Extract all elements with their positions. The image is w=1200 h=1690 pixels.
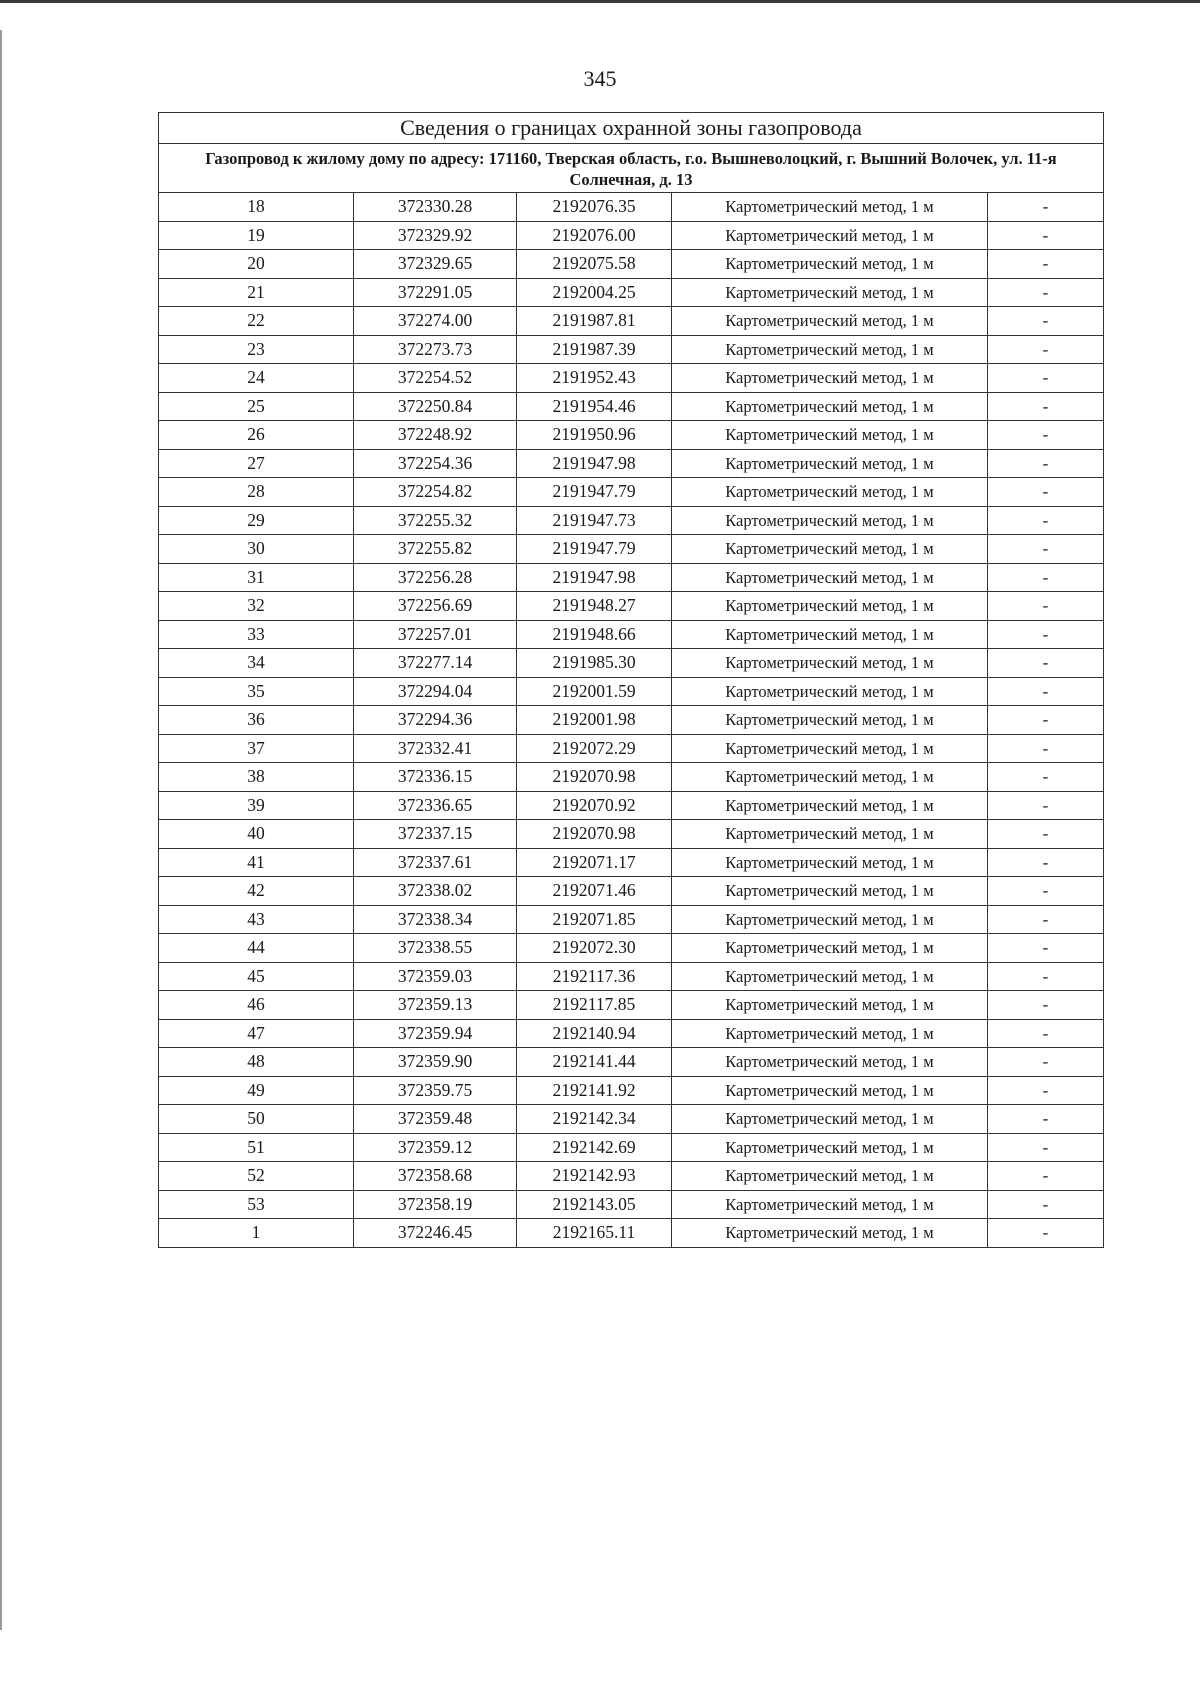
point-number-cell: 52 bbox=[159, 1162, 354, 1191]
x-coordinate-cell: 372359.48 bbox=[354, 1105, 517, 1134]
flag-cell: - bbox=[988, 905, 1104, 934]
y-coordinate-cell: 2191947.98 bbox=[517, 449, 672, 478]
x-coordinate-cell: 372337.61 bbox=[354, 848, 517, 877]
table-row bbox=[159, 763, 1104, 792]
flag-cell: - bbox=[988, 1133, 1104, 1162]
x-coordinate-cell: 372256.69 bbox=[354, 592, 517, 621]
method-cell: Картометрический метод, 1 м bbox=[672, 763, 988, 792]
x-coordinate-cell: 372330.28 bbox=[354, 193, 517, 222]
x-coordinate-cell: 372246.45 bbox=[354, 1219, 517, 1248]
flag-cell: - bbox=[988, 1219, 1104, 1248]
x-coordinate-cell: 372336.65 bbox=[354, 791, 517, 820]
y-coordinate-cell: 2192141.92 bbox=[517, 1076, 672, 1105]
method-cell: Картометрический метод, 1 м bbox=[672, 592, 988, 621]
method-cell: Картометрический метод, 1 м bbox=[672, 535, 988, 564]
y-coordinate-cell: 2192142.69 bbox=[517, 1133, 672, 1162]
point-number-cell: 21 bbox=[159, 278, 354, 307]
y-coordinate-cell: 2191987.81 bbox=[517, 307, 672, 336]
zone-boundary-table bbox=[158, 112, 1104, 1248]
flag-cell: - bbox=[988, 934, 1104, 963]
table-row bbox=[159, 1133, 1104, 1162]
flag-cell: - bbox=[988, 877, 1104, 906]
table-row bbox=[159, 848, 1104, 877]
scan-edge-left bbox=[0, 30, 2, 1630]
x-coordinate-cell: 372359.03 bbox=[354, 962, 517, 991]
y-coordinate-cell: 2191948.66 bbox=[517, 620, 672, 649]
x-coordinate-cell: 372338.34 bbox=[354, 905, 517, 934]
point-number-cell: 42 bbox=[159, 877, 354, 906]
flag-cell: - bbox=[988, 649, 1104, 678]
flag-cell: - bbox=[988, 1048, 1104, 1077]
table-row bbox=[159, 307, 1104, 336]
y-coordinate-cell: 2192071.17 bbox=[517, 848, 672, 877]
point-number-cell: 38 bbox=[159, 763, 354, 792]
x-coordinate-cell: 372255.82 bbox=[354, 535, 517, 564]
x-coordinate-cell: 372255.32 bbox=[354, 506, 517, 535]
method-cell: Картометрический метод, 1 м bbox=[672, 706, 988, 735]
flag-cell: - bbox=[988, 506, 1104, 535]
point-number-cell: 53 bbox=[159, 1190, 354, 1219]
y-coordinate-cell: 2192070.98 bbox=[517, 763, 672, 792]
point-number-cell: 31 bbox=[159, 563, 354, 592]
y-coordinate-cell: 2192076.35 bbox=[517, 193, 672, 222]
table-row bbox=[159, 905, 1104, 934]
y-coordinate-cell: 2192143.05 bbox=[517, 1190, 672, 1219]
point-number-cell: 41 bbox=[159, 848, 354, 877]
y-coordinate-cell: 2192142.34 bbox=[517, 1105, 672, 1134]
table-row bbox=[159, 1219, 1104, 1248]
y-coordinate-cell: 2192076.00 bbox=[517, 221, 672, 250]
x-coordinate-cell: 372257.01 bbox=[354, 620, 517, 649]
flag-cell: - bbox=[988, 392, 1104, 421]
x-coordinate-cell: 372359.75 bbox=[354, 1076, 517, 1105]
point-number-cell: 40 bbox=[159, 820, 354, 849]
table-subtitle-row bbox=[159, 144, 1104, 193]
method-cell: Картометрический метод, 1 м bbox=[672, 193, 988, 222]
method-cell: Картометрический метод, 1 м bbox=[672, 991, 988, 1020]
x-coordinate-cell: 372359.12 bbox=[354, 1133, 517, 1162]
point-number-cell: 20 bbox=[159, 250, 354, 279]
x-coordinate-cell: 372359.94 bbox=[354, 1019, 517, 1048]
flag-cell: - bbox=[988, 1105, 1104, 1134]
flag-cell: - bbox=[988, 478, 1104, 507]
method-cell: Картометрический метод, 1 м bbox=[672, 250, 988, 279]
method-cell: Картометрический метод, 1 м bbox=[672, 1133, 988, 1162]
x-coordinate-cell: 372359.90 bbox=[354, 1048, 517, 1077]
page-number: 345 bbox=[583, 66, 617, 91]
point-number-cell: 28 bbox=[159, 478, 354, 507]
method-cell: Картометрический метод, 1 м bbox=[672, 962, 988, 991]
method-cell: Картометрический метод, 1 м bbox=[672, 392, 988, 421]
y-coordinate-cell: 2192117.85 bbox=[517, 991, 672, 1020]
x-coordinate-cell: 372254.52 bbox=[354, 364, 517, 393]
method-cell: Картометрический метод, 1 м bbox=[672, 848, 988, 877]
flag-cell: - bbox=[988, 278, 1104, 307]
point-number-cell: 19 bbox=[159, 221, 354, 250]
y-coordinate-cell: 2192165.11 bbox=[517, 1219, 672, 1248]
flag-cell: - bbox=[988, 193, 1104, 222]
table-row bbox=[159, 535, 1104, 564]
table-row bbox=[159, 1190, 1104, 1219]
method-cell: Картометрический метод, 1 м bbox=[672, 307, 988, 336]
flag-cell: - bbox=[988, 535, 1104, 564]
method-cell: Картометрический метод, 1 м bbox=[672, 278, 988, 307]
y-coordinate-cell: 2192072.30 bbox=[517, 934, 672, 963]
flag-cell: - bbox=[988, 1076, 1104, 1105]
table-row bbox=[159, 734, 1104, 763]
table-row bbox=[159, 677, 1104, 706]
x-coordinate-cell: 372273.73 bbox=[354, 335, 517, 364]
table-row bbox=[159, 278, 1104, 307]
y-coordinate-cell: 2192072.29 bbox=[517, 734, 672, 763]
table-row bbox=[159, 706, 1104, 735]
y-coordinate-cell: 2191947.73 bbox=[517, 506, 672, 535]
flag-cell: - bbox=[988, 620, 1104, 649]
point-number-cell: 32 bbox=[159, 592, 354, 621]
flag-cell: - bbox=[988, 991, 1104, 1020]
table-row bbox=[159, 820, 1104, 849]
y-coordinate-cell: 2191954.46 bbox=[517, 392, 672, 421]
table-row bbox=[159, 563, 1104, 592]
point-number-cell: 33 bbox=[159, 620, 354, 649]
flag-cell: - bbox=[988, 335, 1104, 364]
table-row bbox=[159, 193, 1104, 222]
table-row bbox=[159, 335, 1104, 364]
flag-cell: - bbox=[988, 734, 1104, 763]
table-row bbox=[159, 991, 1104, 1020]
x-coordinate-cell: 372256.28 bbox=[354, 563, 517, 592]
x-coordinate-cell: 372291.05 bbox=[354, 278, 517, 307]
method-cell: Картометрический метод, 1 м bbox=[672, 820, 988, 849]
point-number-cell: 44 bbox=[159, 934, 354, 963]
y-coordinate-cell: 2192142.93 bbox=[517, 1162, 672, 1191]
point-number-cell: 47 bbox=[159, 1019, 354, 1048]
method-cell: Картометрический метод, 1 м bbox=[672, 1076, 988, 1105]
point-number-cell: 39 bbox=[159, 791, 354, 820]
point-number-cell: 27 bbox=[159, 449, 354, 478]
y-coordinate-cell: 2192075.58 bbox=[517, 250, 672, 279]
table-row bbox=[159, 877, 1104, 906]
method-cell: Картометрический метод, 1 м bbox=[672, 734, 988, 763]
method-cell: Картометрический метод, 1 м bbox=[672, 221, 988, 250]
point-number-cell: 29 bbox=[159, 506, 354, 535]
method-cell: Картометрический метод, 1 м bbox=[672, 421, 988, 450]
flag-cell: - bbox=[988, 563, 1104, 592]
method-cell: Картометрический метод, 1 м bbox=[672, 1048, 988, 1077]
method-cell: Картометрический метод, 1 м bbox=[672, 1190, 988, 1219]
x-coordinate-cell: 372338.55 bbox=[354, 934, 517, 963]
flag-cell: - bbox=[988, 1019, 1104, 1048]
point-number-cell: 36 bbox=[159, 706, 354, 735]
method-cell: Картометрический метод, 1 м bbox=[672, 1019, 988, 1048]
flag-cell: - bbox=[988, 421, 1104, 450]
y-coordinate-cell: 2191987.39 bbox=[517, 335, 672, 364]
table-row bbox=[159, 250, 1104, 279]
y-coordinate-cell: 2192141.44 bbox=[517, 1048, 672, 1077]
method-cell: Картометрический метод, 1 м bbox=[672, 649, 988, 678]
table-row bbox=[159, 1019, 1104, 1048]
x-coordinate-cell: 372338.02 bbox=[354, 877, 517, 906]
flag-cell: - bbox=[988, 364, 1104, 393]
method-cell: Картометрический метод, 1 м bbox=[672, 877, 988, 906]
point-number-cell: 22 bbox=[159, 307, 354, 336]
point-number-cell: 48 bbox=[159, 1048, 354, 1077]
method-cell: Картометрический метод, 1 м bbox=[672, 449, 988, 478]
point-number-cell: 34 bbox=[159, 649, 354, 678]
x-coordinate-cell: 372250.84 bbox=[354, 392, 517, 421]
table-row bbox=[159, 620, 1104, 649]
y-coordinate-cell: 2192117.36 bbox=[517, 962, 672, 991]
y-coordinate-cell: 2192071.85 bbox=[517, 905, 672, 934]
flag-cell: - bbox=[988, 820, 1104, 849]
x-coordinate-cell: 372254.82 bbox=[354, 478, 517, 507]
table-row bbox=[159, 1048, 1104, 1077]
point-number-cell: 30 bbox=[159, 535, 354, 564]
table-row bbox=[159, 364, 1104, 393]
method-cell: Картометрический метод, 1 м bbox=[672, 506, 988, 535]
x-coordinate-cell: 372294.04 bbox=[354, 677, 517, 706]
flag-cell: - bbox=[988, 1190, 1104, 1219]
y-coordinate-cell: 2192070.92 bbox=[517, 791, 672, 820]
table-row bbox=[159, 392, 1104, 421]
point-number-cell: 37 bbox=[159, 734, 354, 763]
method-cell: Картометрический метод, 1 м bbox=[672, 791, 988, 820]
y-coordinate-cell: 2192071.46 bbox=[517, 877, 672, 906]
point-number-cell: 45 bbox=[159, 962, 354, 991]
point-number-cell: 23 bbox=[159, 335, 354, 364]
table-row bbox=[159, 592, 1104, 621]
method-cell: Картометрический метод, 1 м bbox=[672, 563, 988, 592]
method-cell: Картометрический метод, 1 м bbox=[672, 905, 988, 934]
method-cell: Картометрический метод, 1 м bbox=[672, 1105, 988, 1134]
table-title: Сведения о границах охранной зоны газопровода bbox=[159, 113, 1104, 144]
flag-cell: - bbox=[988, 962, 1104, 991]
x-coordinate-cell: 372337.15 bbox=[354, 820, 517, 849]
table-row bbox=[159, 1162, 1104, 1191]
table-row bbox=[159, 1076, 1104, 1105]
zone-table-container bbox=[158, 112, 1103, 1248]
table-row bbox=[159, 962, 1104, 991]
table-row bbox=[159, 421, 1104, 450]
flag-cell: - bbox=[988, 307, 1104, 336]
method-cell: Картометрический метод, 1 м bbox=[672, 335, 988, 364]
flag-cell: - bbox=[988, 592, 1104, 621]
flag-cell: - bbox=[988, 1162, 1104, 1191]
x-coordinate-cell: 372248.92 bbox=[354, 421, 517, 450]
table-row bbox=[159, 506, 1104, 535]
table-row bbox=[159, 649, 1104, 678]
x-coordinate-cell: 372359.13 bbox=[354, 991, 517, 1020]
x-coordinate-cell: 372254.36 bbox=[354, 449, 517, 478]
y-coordinate-cell: 2191947.79 bbox=[517, 478, 672, 507]
flag-cell: - bbox=[988, 848, 1104, 877]
method-cell: Картометрический метод, 1 м bbox=[672, 364, 988, 393]
point-number-cell: 46 bbox=[159, 991, 354, 1020]
flag-cell: - bbox=[988, 706, 1104, 735]
method-cell: Картометрический метод, 1 м bbox=[672, 1162, 988, 1191]
x-coordinate-cell: 372329.92 bbox=[354, 221, 517, 250]
table-row bbox=[159, 478, 1104, 507]
method-cell: Картометрический метод, 1 м bbox=[672, 934, 988, 963]
method-cell: Картометрический метод, 1 м bbox=[672, 478, 988, 507]
point-number-cell: 24 bbox=[159, 364, 354, 393]
table-subtitle: Газопровод к жилому дому по адресу: 171160, Тверская область, г.о. Вышневолоцкий, г. Вышний Волочек, ул. 11-я Солнечная, д. 13 bbox=[159, 144, 1104, 193]
method-cell: Картометрический метод, 1 м bbox=[672, 620, 988, 649]
flag-cell: - bbox=[988, 449, 1104, 478]
flag-cell: - bbox=[988, 763, 1104, 792]
x-coordinate-cell: 372358.19 bbox=[354, 1190, 517, 1219]
point-number-cell: 25 bbox=[159, 392, 354, 421]
x-coordinate-cell: 372358.68 bbox=[354, 1162, 517, 1191]
y-coordinate-cell: 2192140.94 bbox=[517, 1019, 672, 1048]
point-number-cell: 43 bbox=[159, 905, 354, 934]
flag-cell: - bbox=[988, 250, 1104, 279]
y-coordinate-cell: 2192001.59 bbox=[517, 677, 672, 706]
x-coordinate-cell: 372274.00 bbox=[354, 307, 517, 336]
point-number-cell: 35 bbox=[159, 677, 354, 706]
x-coordinate-cell: 372294.36 bbox=[354, 706, 517, 735]
point-number-cell: 49 bbox=[159, 1076, 354, 1105]
point-number-cell: 50 bbox=[159, 1105, 354, 1134]
x-coordinate-cell: 372332.41 bbox=[354, 734, 517, 763]
y-coordinate-cell: 2191947.98 bbox=[517, 563, 672, 592]
table-row bbox=[159, 791, 1104, 820]
point-number-cell: 51 bbox=[159, 1133, 354, 1162]
table-row bbox=[159, 1105, 1104, 1134]
x-coordinate-cell: 372277.14 bbox=[354, 649, 517, 678]
y-coordinate-cell: 2191985.30 bbox=[517, 649, 672, 678]
point-number-cell: 18 bbox=[159, 193, 354, 222]
x-coordinate-cell: 372329.65 bbox=[354, 250, 517, 279]
method-cell: Картометрический метод, 1 м bbox=[672, 1219, 988, 1248]
y-coordinate-cell: 2191950.96 bbox=[517, 421, 672, 450]
flag-cell: - bbox=[988, 677, 1104, 706]
y-coordinate-cell: 2192004.25 bbox=[517, 278, 672, 307]
scan-edge-top bbox=[0, 0, 1200, 3]
point-number-cell: 26 bbox=[159, 421, 354, 450]
table-row bbox=[159, 221, 1104, 250]
point-number-cell: 1 bbox=[159, 1219, 354, 1248]
x-coordinate-cell: 372336.15 bbox=[354, 763, 517, 792]
y-coordinate-cell: 2191947.79 bbox=[517, 535, 672, 564]
y-coordinate-cell: 2192070.98 bbox=[517, 820, 672, 849]
y-coordinate-cell: 2192001.98 bbox=[517, 706, 672, 735]
y-coordinate-cell: 2191948.27 bbox=[517, 592, 672, 621]
flag-cell: - bbox=[988, 221, 1104, 250]
flag-cell: - bbox=[988, 791, 1104, 820]
method-cell: Картометрический метод, 1 м bbox=[672, 677, 988, 706]
table-row bbox=[159, 449, 1104, 478]
table-title-row bbox=[159, 113, 1104, 144]
y-coordinate-cell: 2191952.43 bbox=[517, 364, 672, 393]
table-row bbox=[159, 934, 1104, 963]
